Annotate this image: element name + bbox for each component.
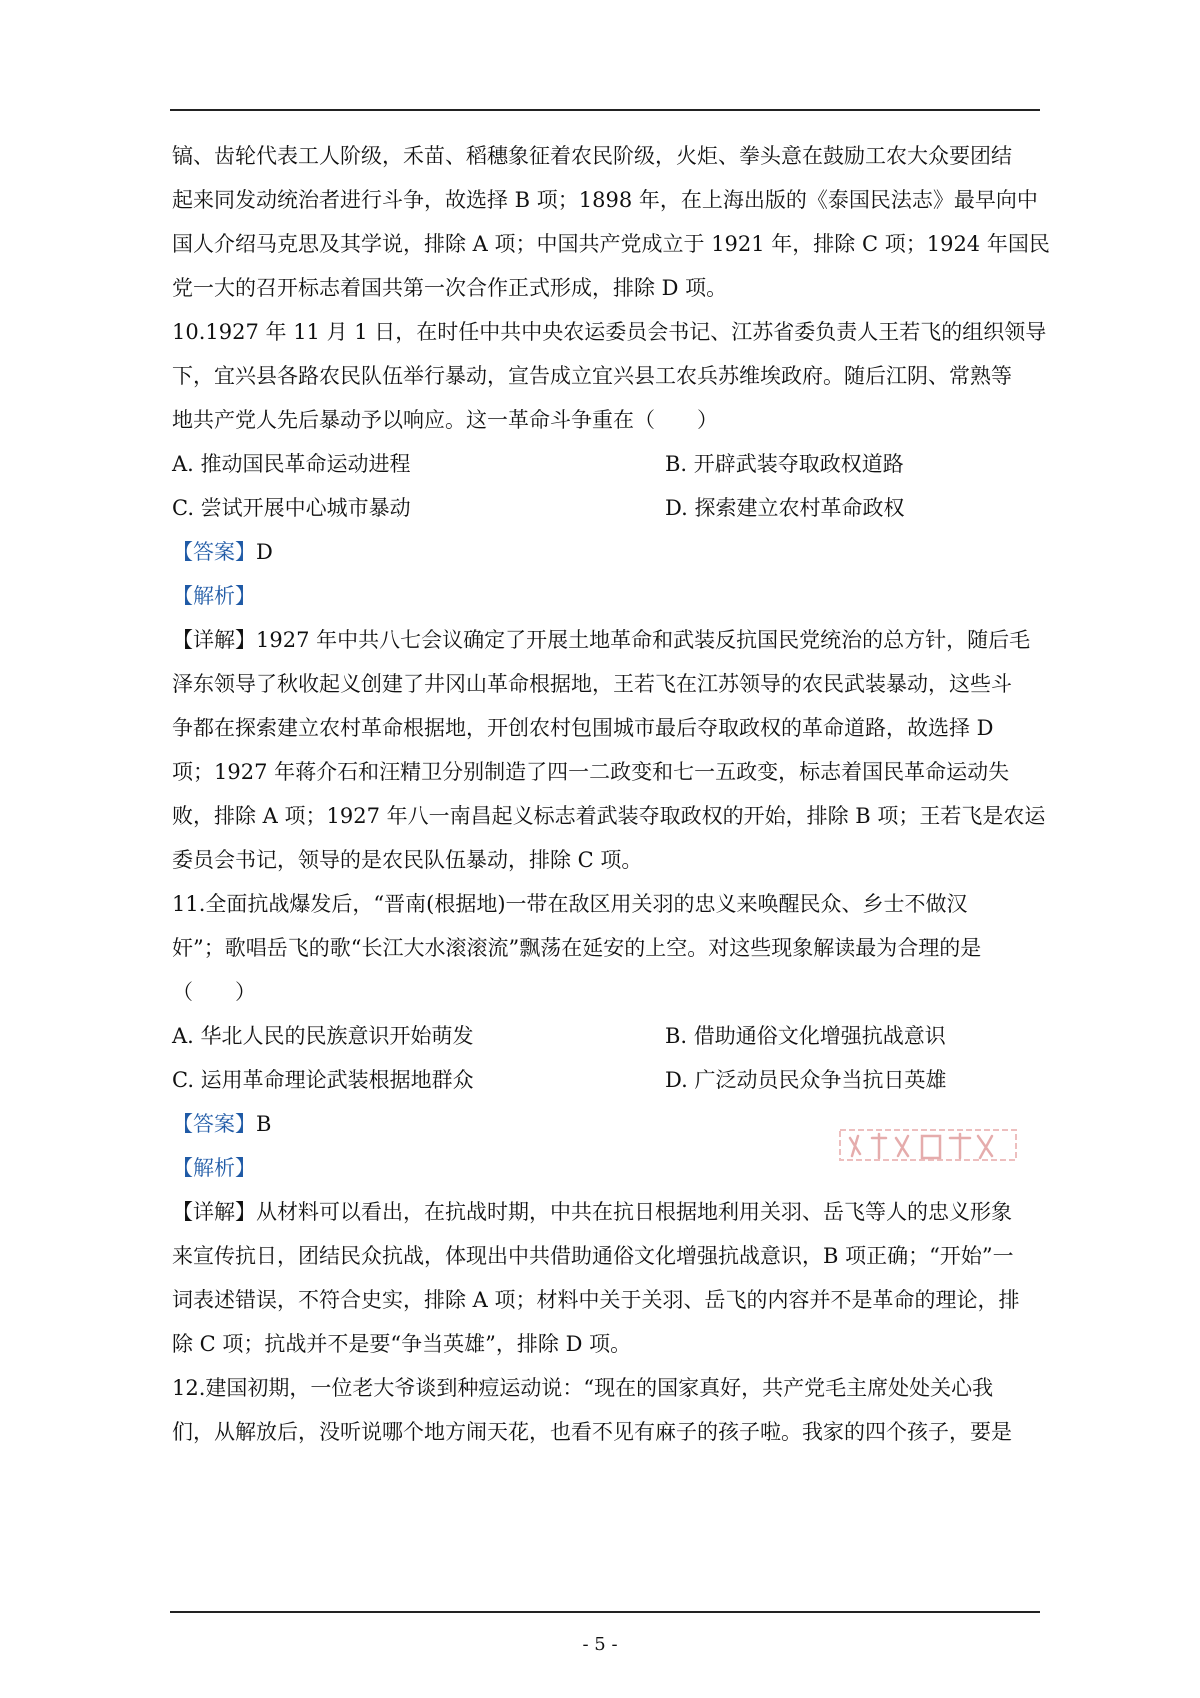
q11-detail-line <box>172 1197 1012 1227</box>
watermark-stamp-icon <box>838 1124 1018 1166</box>
q10-detail-line: 争都在探索建立农村革命根据地，开创农村包围城市最后夺取政权的革命道路，故选择 D <box>172 716 994 740</box>
q12-stem-line: 12.建国初期，一位老大爷谈到种痘运动说：“现在的国家真好，共产党毛主席处处关心我 <box>172 1376 994 1400</box>
detail-label: 【详解】 <box>172 628 256 652</box>
footer-rule <box>170 1611 1040 1613</box>
detail-text: 从材料可以看出，在抗战时期，中共在抗日根据地利用关羽、岳飞等人的忠义形象 <box>256 1200 1012 1224</box>
q11-stem-line: （ ） <box>172 980 256 1004</box>
analysis-label: 【解析】 <box>172 1156 256 1180</box>
q11-option-b: B. 借助通俗文化增强抗战意识 <box>665 1024 946 1048</box>
q11-detail-line: 除 C 项；抗战并不是要“争当英雄”，排除 D 项。 <box>172 1332 632 1356</box>
q11-stem-line: 奸”；歌唱岳飞的歌“长江大水滚滚流”飘荡在延安的上空。对这些现象解读最为合理的是 <box>172 936 982 960</box>
q11-option-a: A. 华北人民的民族意识开始萌发 <box>172 1024 474 1048</box>
q11-option-d: D. 广泛动员民众争当抗日英雄 <box>665 1068 947 1092</box>
q10-detail-line: 委员会书记，领导的是农民队伍暴动，排除 C 项。 <box>172 848 643 872</box>
q11-detail-line: 词表述错误，不符合史实，排除 A 项；材料中关于关羽、岳飞的内容并不是革命的理论，排 <box>172 1288 1020 1312</box>
q11-stem-line: 11.全面抗战爆发后，“晋南(根据地)一带在敌区用关羽的忠义来唤醒民众、乡士不做汉 <box>172 892 968 916</box>
q11-analysis-label <box>172 1153 256 1183</box>
q10-detail-line: 败，排除 A 项；1927 年八一南昌起义标志着武装夺取政权的开始，排除 B 项；王若飞是农运 <box>172 804 1046 828</box>
q9-text-line: 镐、齿轮代表工人阶级，禾苗、稻穗象征着农民阶级，火炬、拳头意在鼓励工农大众要团结 <box>172 144 1012 168</box>
q9-text-line: 国人介绍马克思及其学说，排除 A 项；中国共产党成立于 1921 年，排除 C 项；1924 年国民 <box>172 232 1050 256</box>
q10-detail-line: 泽东领导了秋收起义创建了井冈山革命根据地，王若飞在江苏领导的农民武装暴动，这些斗 <box>172 672 1012 696</box>
detail-label: 【详解】 <box>172 1200 256 1224</box>
q10-stem-line: 地共产党人先后暴动予以响应。这一革命斗争重在（ ） <box>172 408 718 432</box>
answer-value: D <box>256 540 273 564</box>
q11-answer <box>172 1109 271 1139</box>
header-rule <box>170 109 1040 111</box>
q10-option-d: D. 探索建立农村革命政权 <box>665 496 905 520</box>
q11-detail-line: 来宣传抗日，团结民众抗战，体现出中共借助通俗文化增强抗战意识，B 项正确；“开始”一 <box>172 1244 1014 1268</box>
analysis-label: 【解析】 <box>172 584 256 608</box>
detail-text: 1927 年中共八七会议确定了开展土地革命和武装反抗国民党统治的总方针，随后毛 <box>256 628 1031 652</box>
answer-label: 【答案】 <box>172 540 256 564</box>
q10-stem-line: 下，宜兴县各路农民队伍举行暴动，宣告成立宜兴县工农兵苏维埃政府。随后江阴、常熟等 <box>172 364 1012 388</box>
answer-value: B <box>256 1112 272 1136</box>
q10-detail-line <box>172 625 1030 655</box>
q10-option-c: C. 尝试开展中心城市暴动 <box>172 496 411 520</box>
q10-option-b: B. 开辟武装夺取政权道路 <box>665 452 904 476</box>
q10-detail-line: 项；1927 年蒋介石和汪精卫分别制造了四一二政变和七一五政变，标志着国民革命运动失 <box>172 760 1010 784</box>
q10-option-a: A. 推动国民革命运动进程 <box>172 452 411 476</box>
q11-option-c: C. 运用革命理论武装根据地群众 <box>172 1068 474 1092</box>
q10-answer <box>172 537 273 567</box>
q12-stem-line: 们，从解放后，没听说哪个地方闹天花，也看不见有麻子的孩子啦。我家的四个孩子，要是 <box>172 1420 1012 1444</box>
q10-analysis-label <box>172 581 256 611</box>
q9-text-line: 党一大的召开标志着国共第一次合作正式形成，排除 D 项。 <box>172 276 728 300</box>
q10-stem-line: 10.1927 年 11 月 1 日，在时任中共中央农运委员会书记、江苏省委负责人王若飞的组织领导 <box>172 320 1047 344</box>
page-number: - 5 - <box>582 1634 618 1655</box>
answer-label: 【答案】 <box>172 1112 256 1136</box>
q9-text-line: 起来同发动统治者进行斗争，故选择 B 项；1898 年，在上海出版的《泰国民法志》最早向中 <box>172 188 1038 212</box>
